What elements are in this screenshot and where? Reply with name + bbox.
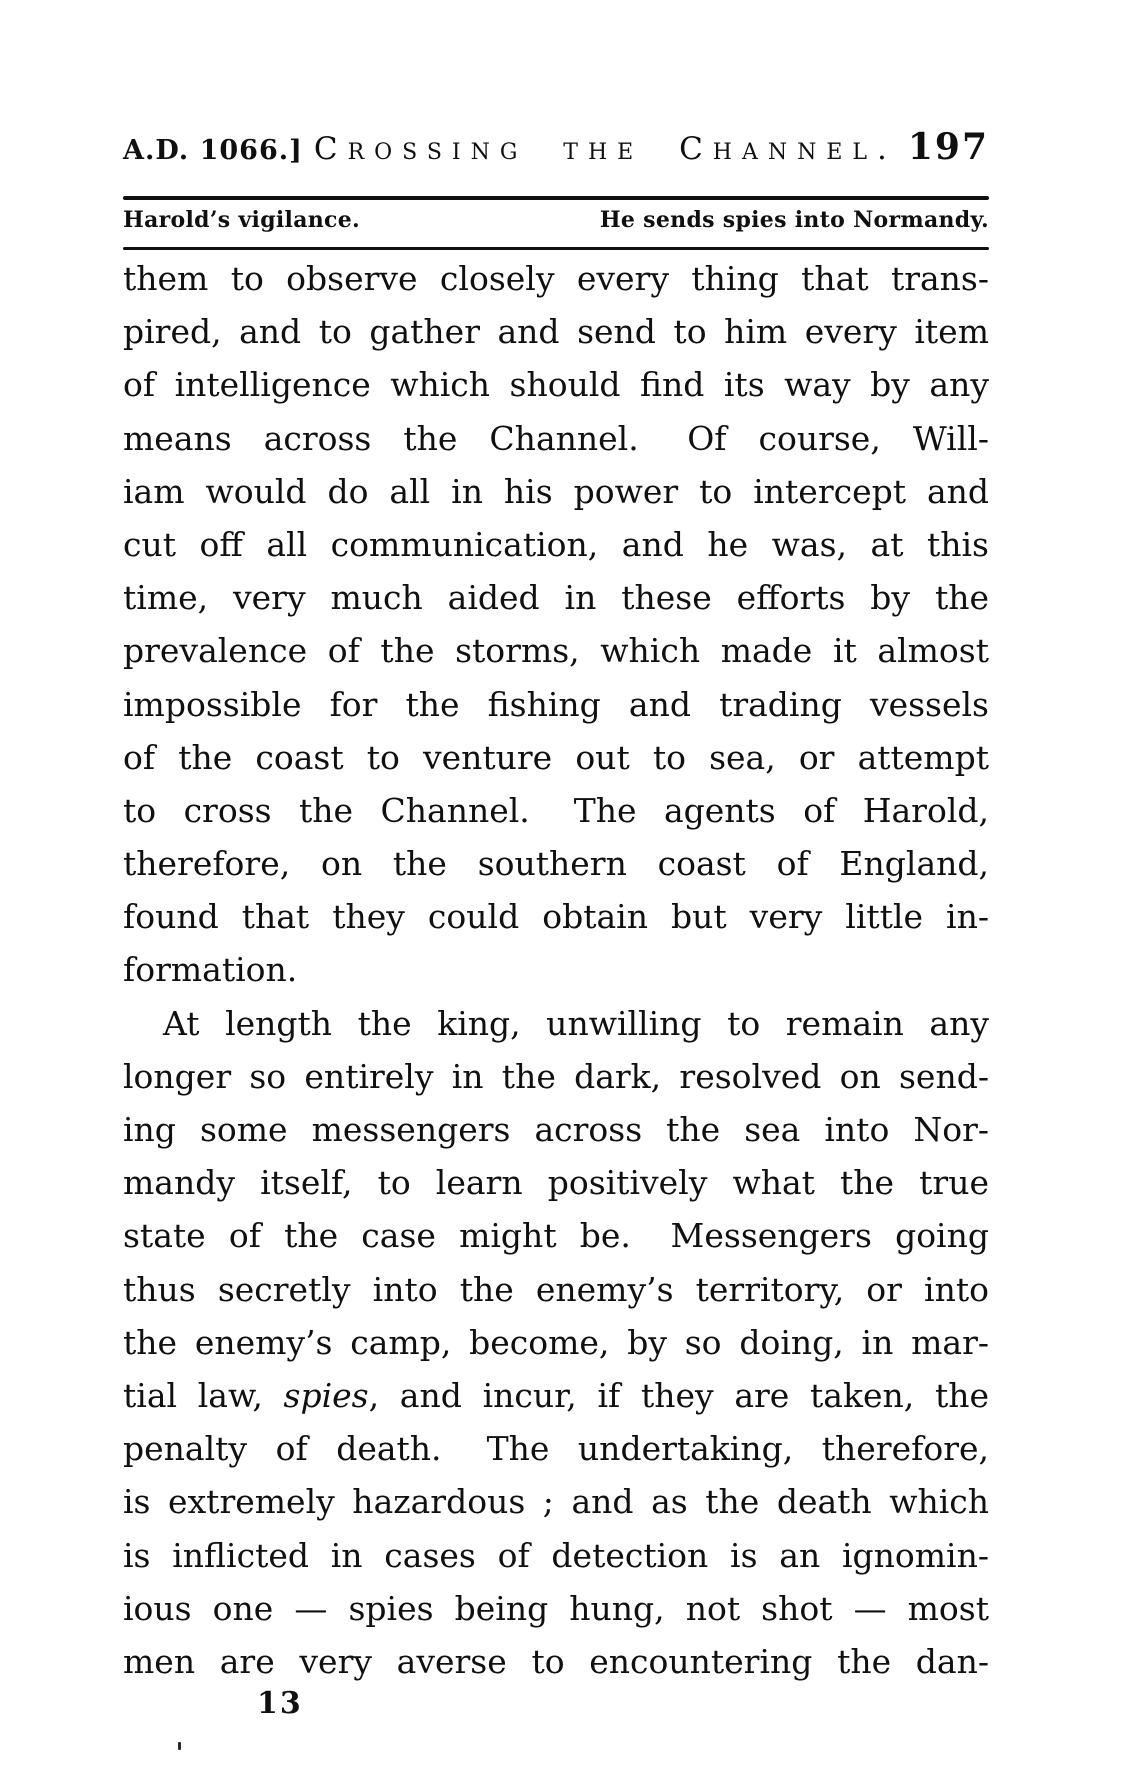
- body-line: [123, 997, 989, 1050]
- marginal-notes-row: [123, 207, 989, 233]
- text-run: ing some messengers across the sea into Nor-: [123, 1110, 989, 1149]
- body-line: [123, 465, 989, 518]
- body-line: [123, 624, 989, 677]
- body-line: [123, 1475, 989, 1528]
- marginal-note-left: Harold’s vigilance.: [123, 207, 360, 233]
- italic-text: spies: [283, 1375, 369, 1415]
- body-line: [123, 678, 989, 731]
- text-run: pired, and to gather and send to him every item: [123, 312, 989, 352]
- text-run: mandy itself, to learn positively what the true: [123, 1163, 989, 1203]
- text-run: longer so entirely in the dark, resolved on send-: [123, 1056, 989, 1096]
- text-run: cut off all communication, and he was, at this: [123, 524, 989, 564]
- text-run: of intelligence which should find its way by any: [123, 365, 989, 405]
- text-run: thus secretly into the enemy’s territory, or into: [123, 1269, 989, 1309]
- text-run: impossible for the fishing and trading vessels: [123, 684, 989, 724]
- text-run: therefore, on the southern coast of England,: [123, 844, 989, 884]
- body-line: [123, 1103, 989, 1156]
- body-line: [123, 784, 989, 837]
- subheader-rule: [123, 247, 989, 250]
- text-run: of the coast to venture out to sea, or attempt: [123, 737, 989, 777]
- body-line: [123, 305, 989, 358]
- text-run: time, very much aided in these efforts by the: [123, 578, 989, 618]
- body-line: [123, 1529, 989, 1582]
- text-run: prevalence of the storms, which made it almost: [123, 631, 989, 671]
- text-run: found that they could obtain but very little in-: [123, 897, 989, 937]
- body-line: [123, 1635, 989, 1688]
- body-line: [123, 890, 989, 943]
- text-run: is inflicted in cases of detection is an ignomin-: [123, 1535, 989, 1575]
- body-line: [123, 252, 989, 305]
- body-line: [123, 837, 989, 890]
- page-number: 197: [907, 126, 989, 168]
- text-run: men are very averse to encountering the dan-: [123, 1641, 989, 1681]
- text-run: penalty of death. The undertaking, therefore,: [123, 1429, 989, 1469]
- body-line: [123, 518, 989, 571]
- text-run: means across the Channel. Of course, Will-: [123, 418, 989, 458]
- body-line: [123, 1316, 989, 1369]
- text-run: to cross the Channel. The agents of Harold,: [123, 790, 989, 830]
- text-run: is extremely hazardous ; and as the death which: [123, 1482, 989, 1522]
- text-run: them to observe closely every thing that trans-: [123, 259, 989, 298]
- body-line: [123, 1369, 989, 1422]
- era-label: A.D. 1066.]: [123, 135, 303, 166]
- body-line: [123, 731, 989, 784]
- body-line: [123, 1156, 989, 1209]
- text-run: , and incur, if they are taken, the: [368, 1375, 989, 1415]
- text-run: iam would do all in his power to intercept and: [123, 471, 989, 511]
- body-line: [123, 412, 989, 465]
- header-rule: [123, 196, 989, 200]
- text-run: At length the king, unwilling to remain any: [163, 1003, 989, 1043]
- body-line: [123, 1422, 989, 1475]
- scan-speck: [178, 1742, 181, 1750]
- text-run: tial law,: [123, 1375, 284, 1415]
- text-run: formation.: [123, 950, 298, 990]
- body-line: [123, 358, 989, 411]
- body-line: [123, 1050, 989, 1103]
- body-line: [123, 1263, 989, 1316]
- body-line: [123, 571, 989, 624]
- signature-mark: 13: [257, 1686, 303, 1721]
- body-line: [123, 943, 989, 996]
- text-run: ious one — spies being hung, not shot — most: [123, 1588, 989, 1628]
- text-run: the enemy’s camp, become, by so doing, in mar-: [123, 1322, 989, 1362]
- body-line: [123, 1582, 989, 1635]
- page-header: [123, 126, 989, 168]
- text-run: state of the case might be. Messengers going: [123, 1216, 989, 1256]
- body-lines: [123, 252, 989, 1688]
- running-title: Crossing the Channel.: [313, 131, 897, 167]
- body-line: [123, 1209, 989, 1262]
- text-block: [123, 0, 989, 1789]
- marginal-note-right: He sends spies into Normandy.: [599, 207, 989, 233]
